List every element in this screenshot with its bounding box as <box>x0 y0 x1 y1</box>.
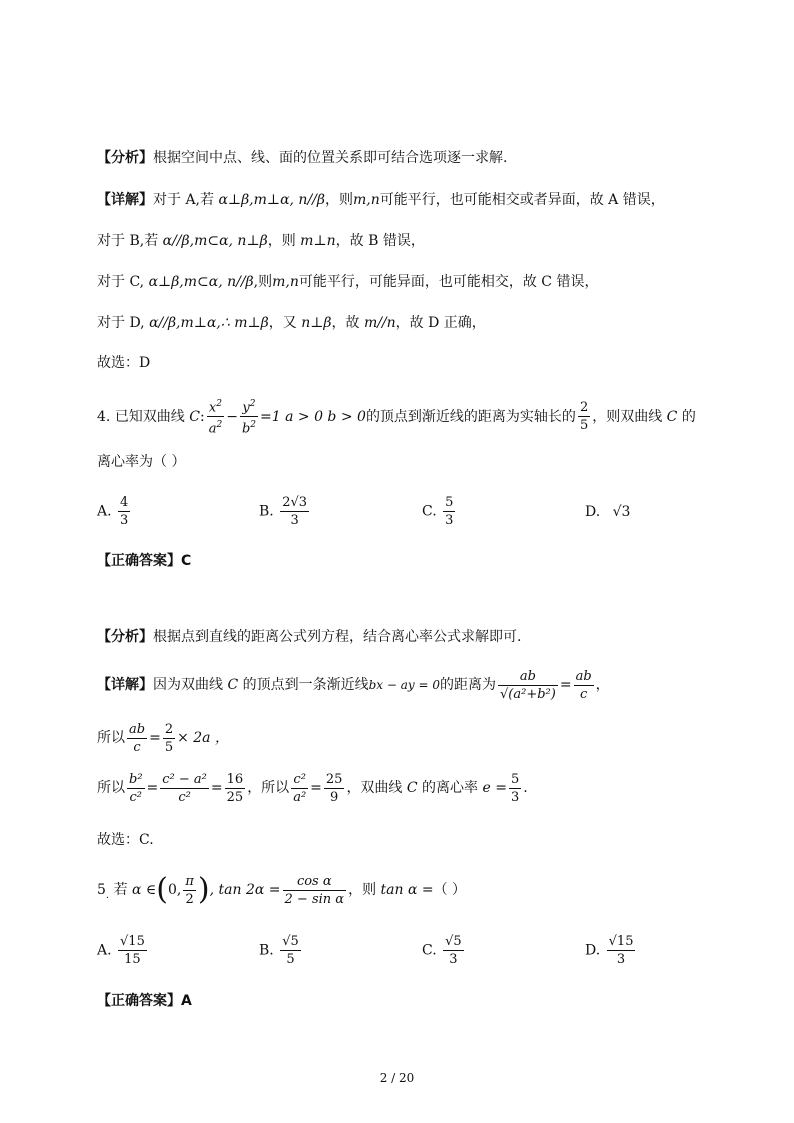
q5-pi-frac <box>183 873 196 908</box>
q5-paren: （ ） <box>433 882 467 898</box>
q4-option-d[interactable] <box>585 504 630 520</box>
q4-curve-name-2: C <box>666 408 678 425</box>
q4-x2: $x^2$ <box>208 399 222 416</box>
q4-option-c-num: 5 <box>445 495 454 510</box>
q4-dist-den: √(a²+b²) <box>500 686 556 702</box>
detail-a-suffix: 可能平行，也可能相交或者异面，故 A 错误， <box>379 192 665 208</box>
q4-line3-f4num: c² <box>293 771 306 787</box>
q4-line2-fnum: 2 <box>164 721 174 737</box>
q4-option-b-frac <box>280 494 309 529</box>
q4-analysis-text: 根据点到直线的距离公式列方程，结合离心率公式求解即可. <box>153 629 522 645</box>
q5-stem-prefix: 若 <box>113 882 133 898</box>
detail-line-b <box>97 231 425 251</box>
detail-a-math2: m,n <box>352 192 380 208</box>
q4-option-d-value: √3 <box>612 504 631 520</box>
line-c-math2: m,n <box>272 274 299 290</box>
line-c-mid: ,则 <box>253 274 273 290</box>
q4-line3-f1 <box>127 771 145 806</box>
q4-line3-curve: C <box>406 780 418 796</box>
q4-line3-f5den: 9 <box>324 788 345 806</box>
q4-dist2-den: c <box>574 685 594 703</box>
q4-option-b-num: 2√3 <box>282 495 308 510</box>
line-d-mid1: ，又 <box>268 315 302 331</box>
q4-line3-f6den: 3 <box>510 789 520 805</box>
q5-option-c-den: 3 <box>443 950 464 968</box>
q5-option-b-label: B. <box>259 942 274 959</box>
q4-line3-f3 <box>225 771 246 806</box>
q4-line3-mid3: 的离心率 <box>417 780 483 796</box>
q4-stem: 4. 已知双曲线 C: $\frac{x^2}{a^2}$ − $\frac{y^2}{b^2}$ =1 a > 0 b > 0的顶点到渐近线的距离为实轴长的 $\frac{2}{5}$ ，则双曲线 C 的 <box>97 396 696 438</box>
q4-detail-prefix: 因为双曲线 <box>153 677 228 693</box>
q4-option-a-frac <box>118 494 130 529</box>
q4-detail-mid2: 的距离为 <box>440 677 497 693</box>
q5-answer: 【正确答案】A <box>97 993 192 1009</box>
q4-line2-suffix: × 2a ， <box>177 730 229 746</box>
q4-choice: 故选：C. <box>97 832 154 848</box>
detail-a-prefix: 对于 A,若 <box>153 192 219 208</box>
line-c-math1: α⊥β,m⊂α, n//β <box>148 274 254 290</box>
detail-a-math1: α⊥β,m⊥α, n//β <box>218 192 325 208</box>
analysis-line <box>97 148 507 168</box>
q4-option-c-den: 3 <box>445 513 454 528</box>
q5-dot: . <box>105 889 110 901</box>
q5-cond2: , tan 2α = <box>209 882 281 898</box>
q4-line3-f4 <box>291 771 308 806</box>
line-d-prefix: 对于 D, <box>97 315 150 331</box>
q4-analysis-label: 【分析】 <box>97 629 153 645</box>
q4-line3-f1den: c² <box>127 788 145 806</box>
choice-3: 故选：D <box>97 355 151 371</box>
detail-label: 【详解】 <box>97 192 153 208</box>
q5-pi-num: π <box>185 873 194 889</box>
q4-asymptote: bx − ay = 0 <box>368 678 441 692</box>
q5-option-c-label: C. <box>422 942 437 959</box>
detail-line-d <box>97 313 486 333</box>
q4-analysis-line <box>97 627 521 647</box>
q4-dist2-num: ab <box>575 668 592 684</box>
q4-line3-f6num: 5 <box>510 771 520 787</box>
q5-option-a-label: A. <box>97 942 112 959</box>
q4-stem-suffix: ，则双曲线 <box>592 408 667 425</box>
q4-frac-x <box>207 396 225 438</box>
q4-line2-fden: 5 <box>164 739 174 755</box>
q4-stem-suffix2: 的 <box>677 408 696 425</box>
q4-detail-mid: 的顶点到一条渐近线 <box>238 677 369 693</box>
q5-option-c-num: √5 <box>445 934 462 949</box>
line-b-math1: α//β,m⊂α, n⊥β <box>162 233 268 249</box>
q4-frac-y <box>240 396 258 438</box>
q4-ratio-num: 2 <box>579 400 589 416</box>
q5-right-paren: ) <box>197 872 210 907</box>
q4-dist-frac <box>498 668 558 703</box>
q5-interval-left: 0, <box>168 882 182 898</box>
q4-line3-mid: ，所以 <box>247 780 290 796</box>
line-b-prefix: 对于 B,若 <box>97 233 163 249</box>
q4-line3-f3num: 16 <box>226 771 244 787</box>
line-d-mid2: ，故 <box>331 315 364 331</box>
q5-answer-line <box>97 991 192 1011</box>
q4-option-c-frac <box>443 494 455 529</box>
q4-line2-frac2 <box>163 721 175 756</box>
q5-option-a-den: 15 <box>118 950 147 968</box>
q4-option-d-label: D. <box>585 504 601 520</box>
q4-line3-f1num: b² <box>129 771 143 787</box>
q4-b2: $b^2$ <box>240 416 258 437</box>
q4-option-b-label: B. <box>259 503 274 520</box>
q4-option-a-label: A. <box>97 503 112 520</box>
q5-option-a-frac <box>118 933 147 968</box>
q5-left-paren: ( <box>156 872 169 907</box>
q4-option-c-label: C. <box>422 503 437 520</box>
detail-line-c <box>97 272 598 292</box>
q4-stem-line2 <box>97 452 185 472</box>
q4-answer-line <box>97 551 191 571</box>
q4-option-b-den: 3 <box>280 511 309 529</box>
q4-line3-prefix: 所以 <box>97 780 125 796</box>
q5-target: tan α = <box>380 882 434 898</box>
q5-option-b-frac <box>280 933 301 968</box>
q4-line2-mid: = <box>149 730 161 746</box>
line-b-suffix: ，故 B 错误， <box>335 233 425 249</box>
q5-option-d-num: √15 <box>608 934 634 949</box>
q4-line3-e: e = <box>482 780 507 796</box>
q4-detail-label: 【详解】 <box>97 677 153 693</box>
q4-line2 <box>97 718 229 758</box>
detail-a-mid: ，则 <box>324 192 353 208</box>
q4-cond: =1 a > 0 b > 0 <box>260 408 366 425</box>
q4-detail-curve: C <box>227 677 239 693</box>
line-d-math3: m//n <box>363 315 396 331</box>
q4-line3-f5 <box>324 771 345 806</box>
q4-line3-f5num: 25 <box>325 771 343 787</box>
line-d-math1: α//β,m⊥α,∴ m⊥β <box>149 315 269 331</box>
line-d-math2: n⊥β <box>301 315 332 331</box>
q5-option-b[interactable] <box>259 933 303 968</box>
q5-option-c[interactable] <box>422 933 466 968</box>
q4-answer: 【正确答案】C <box>97 553 192 569</box>
q4-stem-mid: 的顶点到渐近线的距离为实轴长的 <box>365 408 576 425</box>
q4-stem-line2-text: 离心率为（ ） <box>97 454 186 470</box>
line-d-suffix: ，故 D 正确， <box>395 315 486 331</box>
q4-a2: $a^2$ <box>207 416 225 437</box>
q5-option-d-frac <box>607 933 636 968</box>
q5-stem <box>97 868 466 918</box>
q5-option-b-num: √5 <box>282 934 299 949</box>
q5-option-d-label: D. <box>585 942 601 959</box>
q4-line3: 所以 $\frac{\text{b²}}{\text{c²}}$ = $\frac{\text{c² − a²}}{\text{c²}}$ = $\frac{16}{25}$ ，所以 $\frac{\text{c²}}{\text{a²}}$ = $\frac{25}{9}$ ，双曲线 C 的离心率 e = $\frac{5}{3}$ . <box>97 771 528 805</box>
q4-option-a-den: 3 <box>120 513 129 528</box>
q4-line3-f2den: c² <box>160 788 209 806</box>
q4-line2-den: c <box>127 738 147 756</box>
q4-ratio <box>578 399 590 434</box>
choice-line-3 <box>97 353 150 373</box>
q4-dist2-frac <box>574 668 594 703</box>
q4-option-b[interactable] <box>259 494 311 529</box>
q4-line2-frac1 <box>127 721 147 756</box>
q4-line2-prefix: 所以 <box>97 730 125 746</box>
q4-option-a-num: 4 <box>120 495 129 510</box>
q5-frac-num: cos α <box>296 873 332 889</box>
q4-line2-num: ab <box>129 721 146 737</box>
q4-option-c[interactable] <box>422 494 457 529</box>
q4-line3-f2num: c² − a² <box>162 771 207 787</box>
q5-pi-den: 2 <box>183 890 196 908</box>
q5-stem-suffix: ，则 <box>348 882 381 898</box>
q4-line3-f2 <box>160 771 209 806</box>
q4-number: 4. <box>97 408 111 425</box>
q4-line3-end: . <box>523 780 528 796</box>
line-b-math2: m⊥n <box>300 233 336 249</box>
q5-option-d-den: 3 <box>607 950 636 968</box>
q4-y2: $y^2$ <box>242 399 256 416</box>
q4-choice-line <box>97 830 154 850</box>
q5-cond1: α ∈ <box>132 882 157 898</box>
q5-option-b-den: 5 <box>280 950 301 968</box>
q4-curve-name: C <box>189 408 200 425</box>
q4-detail-line <box>97 665 610 705</box>
line-c-suffix: 可能平行，可能异面，也可能相交，故 C 错误， <box>298 274 599 290</box>
q5-number: 5 <box>97 882 106 898</box>
q5-option-a[interactable] <box>97 933 149 968</box>
analysis-text: 根据空间中点、线、面的位置关系即可结合选项逐一求解. <box>153 150 508 166</box>
q5-option-c-frac <box>443 933 464 968</box>
q4-stem-prefix: 已知双曲线 <box>114 408 190 425</box>
q5-main-frac <box>283 873 347 908</box>
q4-line3-f4den: a² <box>293 789 307 805</box>
q4-dist-num: ab <box>519 668 536 684</box>
analysis-label: 【分析】 <box>97 150 153 166</box>
page-number: 2 / 20 <box>379 1071 415 1085</box>
q4-comma: ， <box>595 677 610 693</box>
q4-line3-mid2: ，双曲线 <box>346 780 407 796</box>
q4-line3-f3den: 25 <box>226 789 244 805</box>
q5-frac-den: 2 − sin α <box>284 891 345 907</box>
line-c-prefix: 对于 C, <box>97 274 149 290</box>
q4-eq: = <box>559 677 572 693</box>
q4-ratio-den: 5 <box>579 418 589 434</box>
q4-option-a[interactable] <box>97 494 132 529</box>
line-b-mid: ，则 <box>267 233 301 249</box>
detail-line-a <box>97 190 665 210</box>
q4-line3-f6 <box>509 771 521 806</box>
q5-option-d[interactable] <box>585 933 637 968</box>
q5-option-a-num: √15 <box>120 934 145 949</box>
